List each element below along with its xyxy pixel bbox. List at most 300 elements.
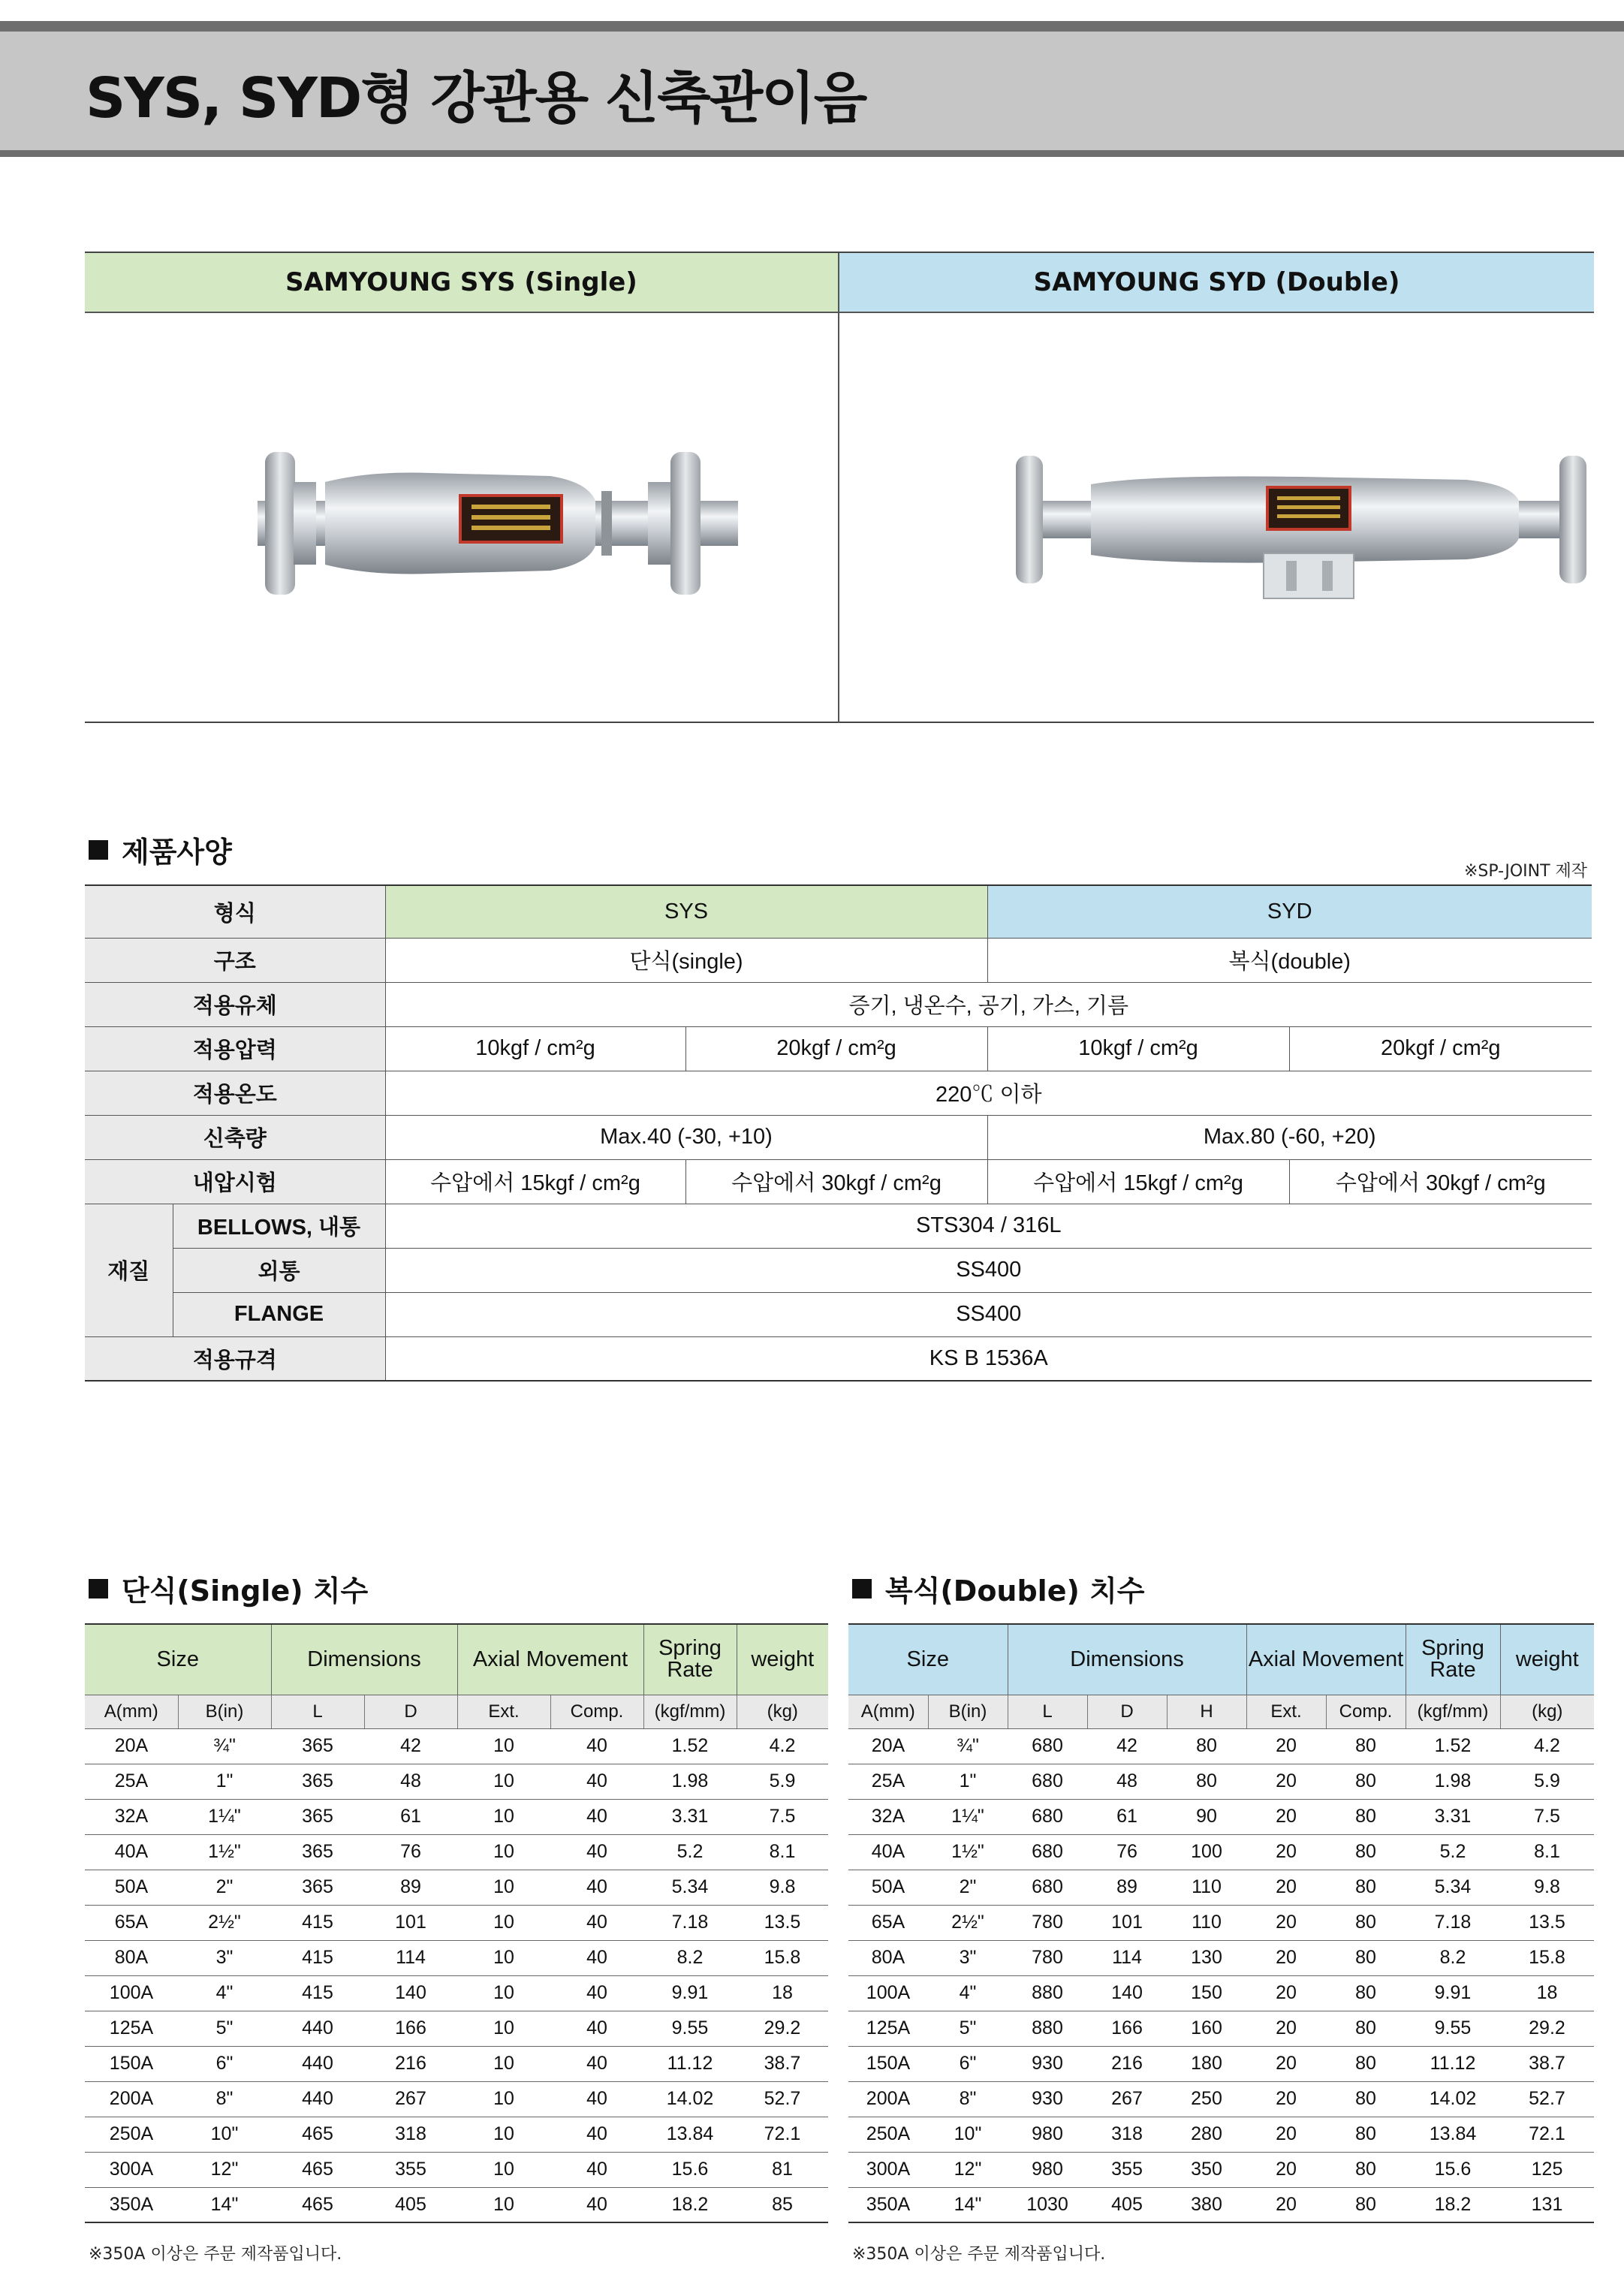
single-cell: 267 xyxy=(364,2081,457,2117)
single-table-row xyxy=(85,2152,828,2187)
single-cell: 10 xyxy=(457,1799,550,1834)
double-table-row xyxy=(848,1975,1594,2011)
single-table-row xyxy=(85,2046,828,2081)
spec-table xyxy=(85,884,1592,1382)
single-cell: 40 xyxy=(550,1799,643,1834)
double-sub-weight-unit: (kg) xyxy=(1500,1695,1594,1728)
double-cell: 1.98 xyxy=(1406,1764,1500,1799)
double-dims-body xyxy=(848,1728,1594,2222)
double-cell: 930 xyxy=(1008,2081,1087,2117)
spec-label-fluid: 적용유체 xyxy=(85,982,385,1026)
double-cell: 980 xyxy=(1008,2117,1087,2152)
double-cell: 101 xyxy=(1087,1905,1167,1940)
double-header-size: Size xyxy=(848,1624,1008,1695)
double-table-row xyxy=(848,1870,1594,1905)
double-cell: 80 xyxy=(1326,1728,1406,1764)
single-cell: 150A xyxy=(85,2046,178,2081)
double-cell: 100A xyxy=(848,1975,928,2011)
single-cell: 14" xyxy=(178,2187,271,2222)
double-cell: 13.5 xyxy=(1500,1905,1594,1940)
spec-pressure-4: 20kgf / cm²g xyxy=(1289,1026,1592,1071)
double-cell: 50A xyxy=(848,1870,928,1905)
single-sub-d: D xyxy=(364,1695,457,1728)
single-cell: 365 xyxy=(271,1728,364,1764)
double-cell: 80 xyxy=(1326,1834,1406,1870)
single-cell: 81 xyxy=(737,2152,828,2187)
double-sub-spring-unit: (kgf/mm) xyxy=(1406,1695,1500,1728)
double-cell: 29.2 xyxy=(1500,2011,1594,2046)
single-cell: 100A xyxy=(85,1975,178,2011)
double-table-row xyxy=(848,1905,1594,1940)
double-cell: 40A xyxy=(848,1834,928,1870)
single-cell: 40 xyxy=(550,1975,643,2011)
double-subheader-row xyxy=(848,1695,1594,1728)
single-table-row xyxy=(85,2187,828,2222)
double-table-row xyxy=(848,2152,1594,2187)
double-sub-l: L xyxy=(1008,1695,1087,1728)
spec-row-movement xyxy=(85,1115,1592,1159)
single-table-row xyxy=(85,1799,828,1834)
double-sub-b: B(in) xyxy=(928,1695,1008,1728)
double-cell: 52.7 xyxy=(1500,2081,1594,2117)
spec-row-temperature xyxy=(85,1071,1592,1115)
single-cell: 10 xyxy=(457,1728,550,1764)
double-cell: 5.34 xyxy=(1406,1870,1500,1905)
single-cell: 9.8 xyxy=(737,1870,828,1905)
single-cell: 101 xyxy=(364,1905,457,1940)
double-cell: 80 xyxy=(1326,1940,1406,1975)
single-table-row xyxy=(85,1940,828,1975)
double-cell: 20 xyxy=(1246,1940,1326,1975)
single-dims-note: ※350A 이상은 주문 제작품입니다. xyxy=(89,2245,342,2264)
spec-label-test: 내압시험 xyxy=(85,1159,385,1204)
double-cell: 110 xyxy=(1167,1870,1246,1905)
single-cell: 405 xyxy=(364,2187,457,2222)
single-sub-b: B(in) xyxy=(178,1695,271,1728)
double-cell: 10" xyxy=(928,2117,1008,2152)
spec-structure-sys: 단식(single) xyxy=(385,938,987,982)
single-cell: 440 xyxy=(271,2081,364,2117)
spec-fluid-value: 증기, 냉온수, 공기, 가스, 기름 xyxy=(385,982,1592,1026)
single-cell: 40 xyxy=(550,2046,643,2081)
product-header-single: SAMYOUNG SYS (Single) xyxy=(85,253,838,313)
double-cell: 130 xyxy=(1167,1940,1246,1975)
double-cell: 42 xyxy=(1087,1728,1167,1764)
double-cell: 4" xyxy=(928,1975,1008,2011)
double-cell: 20 xyxy=(1246,1834,1326,1870)
single-cell: 465 xyxy=(271,2117,364,2152)
spec-type-syd: SYD xyxy=(987,885,1592,938)
single-cell: 20A xyxy=(85,1728,178,1764)
single-cell: 14.02 xyxy=(643,2081,737,2117)
double-table-row xyxy=(848,2117,1594,2152)
single-cell: 125A xyxy=(85,2011,178,2046)
double-cell: 20 xyxy=(1246,2081,1326,2117)
double-cell: 140 xyxy=(1087,1975,1167,2011)
double-cell: 300A xyxy=(848,2152,928,2187)
single-cell: 10 xyxy=(457,2011,550,2046)
double-cell: 680 xyxy=(1008,1728,1087,1764)
spec-label-movement: 신축량 xyxy=(85,1115,385,1159)
page-title: SYS, SYD형 강관용 신축관이음 xyxy=(86,66,866,131)
single-cell: 18 xyxy=(737,1975,828,2011)
double-cell: 9.8 xyxy=(1500,1870,1594,1905)
double-cell: 680 xyxy=(1008,1870,1087,1905)
double-cell: 12" xyxy=(928,2152,1008,2187)
double-cell: 267 xyxy=(1087,2081,1167,2117)
double-cell: 880 xyxy=(1008,1975,1087,2011)
single-cell: 365 xyxy=(271,1764,364,1799)
single-cell: 40 xyxy=(550,2081,643,2117)
single-table-row xyxy=(85,2011,828,2046)
spec-temperature-value: 220℃ 이하 xyxy=(385,1071,1592,1115)
single-cell: 1.98 xyxy=(643,1764,737,1799)
single-table-row xyxy=(85,2117,828,2152)
single-subheader-row xyxy=(85,1695,828,1728)
single-header-dimensions: Dimensions xyxy=(271,1624,457,1695)
spec-label-structure: 구조 xyxy=(85,938,385,982)
double-cell: 80 xyxy=(1326,2152,1406,2187)
single-cell: 355 xyxy=(364,2152,457,2187)
double-cell: 80 xyxy=(1326,1870,1406,1905)
double-cell: 1½" xyxy=(928,1834,1008,1870)
spec-structure-syd: 복식(double) xyxy=(987,938,1592,982)
double-cell: 20 xyxy=(1246,2187,1326,2222)
double-cell: 9.55 xyxy=(1406,2011,1500,2046)
spec-pressure-2: 20kgf / cm²g xyxy=(685,1026,987,1071)
spec-test-2: 수압에서 30kgf / cm²g xyxy=(685,1159,987,1204)
double-cell: 350A xyxy=(848,2187,928,2222)
double-cell: 100 xyxy=(1167,1834,1246,1870)
double-cell: 8.2 xyxy=(1406,1940,1500,1975)
double-sub-d: D xyxy=(1087,1695,1167,1728)
spec-row-material-outer xyxy=(85,1248,1592,1292)
single-cell: 8" xyxy=(178,2081,271,2117)
spec-label-temperature: 적용온도 xyxy=(85,1071,385,1115)
single-cell: 50A xyxy=(85,1870,178,1905)
double-cell: 1030 xyxy=(1008,2187,1087,2222)
double-table-row xyxy=(848,2187,1594,2222)
single-cell: 10 xyxy=(457,1870,550,1905)
spec-pressure-3: 10kgf / cm²g xyxy=(987,1026,1289,1071)
single-cell: 5.9 xyxy=(737,1764,828,1799)
double-cell: 680 xyxy=(1008,1799,1087,1834)
double-cell: 4.2 xyxy=(1500,1728,1594,1764)
spec-label-outer: 외통 xyxy=(173,1248,385,1292)
double-cell: 80 xyxy=(1326,1975,1406,2011)
single-cell: 29.2 xyxy=(737,2011,828,2046)
double-cell: 80 xyxy=(1167,1728,1246,1764)
double-cell: 114 xyxy=(1087,1940,1167,1975)
double-sub-h: H xyxy=(1167,1695,1246,1728)
double-cell: 930 xyxy=(1008,2046,1087,2081)
single-sub-weight-unit: (kg) xyxy=(737,1695,828,1728)
spec-row-pressure xyxy=(85,1026,1592,1071)
double-cell: 80 xyxy=(1326,2081,1406,2117)
double-cell: 20 xyxy=(1246,2011,1326,2046)
single-cell: 10 xyxy=(457,1834,550,1870)
single-cell: 365 xyxy=(271,1834,364,1870)
spec-test-3: 수압에서 15kgf / cm²g xyxy=(987,1159,1289,1204)
syd-double-joint-image xyxy=(1001,441,1601,606)
double-cell: 89 xyxy=(1087,1870,1167,1905)
sys-single-joint-image xyxy=(235,437,776,610)
single-cell: 8.1 xyxy=(737,1834,828,1870)
single-cell: 216 xyxy=(364,2046,457,2081)
single-cell: 89 xyxy=(364,1870,457,1905)
spec-row-fluid xyxy=(85,982,1592,1026)
product-divider xyxy=(838,253,839,723)
double-cell: 380 xyxy=(1167,2187,1246,2222)
single-cell: 12" xyxy=(178,2152,271,2187)
spec-row-structure xyxy=(85,938,1592,982)
double-cell: 250 xyxy=(1167,2081,1246,2117)
double-cell: 65A xyxy=(848,1905,928,1940)
double-table-row xyxy=(848,1799,1594,1834)
single-cell: 6" xyxy=(178,2046,271,2081)
single-cell: 166 xyxy=(364,2011,457,2046)
single-cell: 415 xyxy=(271,1940,364,1975)
single-header-row xyxy=(85,1624,828,1695)
double-cell: 3.31 xyxy=(1406,1799,1500,1834)
double-table-row xyxy=(848,1940,1594,1975)
single-cell: 250A xyxy=(85,2117,178,2152)
single-cell: 7.5 xyxy=(737,1799,828,1834)
sp-joint-note: ※SP-JOINT 제작 xyxy=(1464,862,1588,881)
single-cell: 38.7 xyxy=(737,2046,828,2081)
single-cell: 300A xyxy=(85,2152,178,2187)
double-cell: 90 xyxy=(1167,1799,1246,1834)
single-cell: 415 xyxy=(271,1905,364,1940)
spec-movement-syd: Max.80 (-60, +20) xyxy=(987,1115,1592,1159)
double-cell: 216 xyxy=(1087,2046,1167,2081)
double-cell: 180 xyxy=(1167,2046,1246,2081)
single-cell: 15.6 xyxy=(643,2152,737,2187)
single-cell: 25A xyxy=(85,1764,178,1799)
double-cell: 200A xyxy=(848,2081,928,2117)
double-cell: 20 xyxy=(1246,2046,1326,2081)
double-cell: 20 xyxy=(1246,1728,1326,1764)
single-cell: 2½" xyxy=(178,1905,271,1940)
single-cell: 318 xyxy=(364,2117,457,2152)
single-cell: 4" xyxy=(178,1975,271,2011)
spec-row-test xyxy=(85,1159,1592,1204)
single-cell: 3" xyxy=(178,1940,271,1975)
double-table-row xyxy=(848,2046,1594,2081)
double-cell: 32A xyxy=(848,1799,928,1834)
single-cell: 65A xyxy=(85,1905,178,1940)
double-cell: 680 xyxy=(1008,1764,1087,1799)
double-cell: 7.5 xyxy=(1500,1799,1594,1834)
single-cell: 9.91 xyxy=(643,1975,737,2011)
double-table-row xyxy=(848,2011,1594,2046)
single-table-row xyxy=(85,1905,828,1940)
double-cell: 20 xyxy=(1246,1799,1326,1834)
single-cell: 114 xyxy=(364,1940,457,1975)
double-cell: 250A xyxy=(848,2117,928,2152)
spec-row-standard xyxy=(85,1336,1592,1381)
double-cell: 5.9 xyxy=(1500,1764,1594,1799)
spec-test-4: 수압에서 30kgf / cm²g xyxy=(1289,1159,1592,1204)
spec-label-standard: 적용규격 xyxy=(85,1336,385,1381)
double-cell: 8.1 xyxy=(1500,1834,1594,1870)
single-cell: 9.55 xyxy=(643,2011,737,2046)
double-sub-ext: Ext. xyxy=(1246,1695,1326,1728)
single-cell: 10 xyxy=(457,2187,550,2222)
single-cell: 10 xyxy=(457,2117,550,2152)
spec-outer-value: SS400 xyxy=(385,1248,1592,1292)
spec-row-material-flange xyxy=(85,1292,1592,1336)
double-sub-comp: Comp. xyxy=(1326,1695,1406,1728)
double-cell: 80 xyxy=(1326,1905,1406,1940)
double-header-spring: Spring Rate xyxy=(1406,1624,1500,1695)
spec-label-bellows: BELLOWS, 내통 xyxy=(173,1204,385,1248)
double-cell: 14" xyxy=(928,2187,1008,2222)
single-cell: 15.8 xyxy=(737,1940,828,1975)
single-cell: 13.84 xyxy=(643,2117,737,2152)
double-cell: 15.6 xyxy=(1406,2152,1500,2187)
spec-standard-value: KS B 1536A xyxy=(385,1336,1592,1381)
single-cell: 40 xyxy=(550,1764,643,1799)
spec-movement-sys: Max.40 (-30, +10) xyxy=(385,1115,987,1159)
double-cell: 80 xyxy=(1326,2117,1406,2152)
single-table-row xyxy=(85,1870,828,1905)
double-cell: 1.52 xyxy=(1406,1728,1500,1764)
square-bullet-icon xyxy=(852,1579,872,1598)
double-cell: 80A xyxy=(848,1940,928,1975)
double-table-row xyxy=(848,1728,1594,1764)
single-dims-body xyxy=(85,1728,828,2222)
spec-section-title xyxy=(89,829,232,870)
top-rule xyxy=(0,21,1624,32)
spec-label-type: 형식 xyxy=(85,885,385,938)
double-cell: 280 xyxy=(1167,2117,1246,2152)
single-sub-l: L xyxy=(271,1695,364,1728)
single-cell: 10 xyxy=(457,2046,550,2081)
spec-row-material-bellows xyxy=(85,1204,1592,1248)
double-cell: 7.18 xyxy=(1406,1905,1500,1940)
single-cell: 40 xyxy=(550,2187,643,2222)
double-cell: 1¼" xyxy=(928,1799,1008,1834)
double-cell: 76 xyxy=(1087,1834,1167,1870)
double-cell: 166 xyxy=(1087,2011,1167,2046)
double-cell: 80 xyxy=(1326,2046,1406,2081)
single-cell: 18.2 xyxy=(643,2187,737,2222)
double-cell: 20 xyxy=(1246,1905,1326,1940)
single-cell: 8.2 xyxy=(643,1940,737,1975)
single-cell: 1½" xyxy=(178,1834,271,1870)
double-dims-table xyxy=(848,1623,1594,2223)
single-header-axial: Axial Movement xyxy=(457,1624,643,1695)
double-cell: 680 xyxy=(1008,1834,1087,1870)
spec-bellows-value: STS304 / 316L xyxy=(385,1204,1592,1248)
double-table-row xyxy=(848,1764,1594,1799)
double-cell: 80 xyxy=(1326,2187,1406,2222)
double-cell: 6" xyxy=(928,2046,1008,2081)
double-cell: 15.8 xyxy=(1500,1940,1594,1975)
single-cell: 1.52 xyxy=(643,1728,737,1764)
single-cell: 3.31 xyxy=(643,1799,737,1834)
double-header-row xyxy=(848,1624,1594,1695)
double-cell: 13.84 xyxy=(1406,2117,1500,2152)
single-cell: 10" xyxy=(178,2117,271,2152)
product-image-panel xyxy=(85,252,1594,723)
single-dims-title xyxy=(89,1568,368,1609)
double-cell: 20 xyxy=(1246,2152,1326,2187)
double-cell: 25A xyxy=(848,1764,928,1799)
double-cell: ¾" xyxy=(928,1728,1008,1764)
single-sub-spring-unit: (kgf/mm) xyxy=(643,1695,737,1728)
single-cell: 42 xyxy=(364,1728,457,1764)
single-cell: 52.7 xyxy=(737,2081,828,2117)
spec-type-sys: SYS xyxy=(385,885,987,938)
single-cell: 40A xyxy=(85,1834,178,1870)
single-table-row xyxy=(85,2081,828,2117)
double-header-axial: Axial Movement xyxy=(1246,1624,1406,1695)
single-table-row xyxy=(85,1975,828,2011)
double-dims-note: ※350A 이상은 주문 제작품입니다. xyxy=(852,2245,1106,2264)
single-cell: 4.2 xyxy=(737,1728,828,1764)
double-cell: 20 xyxy=(1246,1975,1326,2011)
single-cell: 85 xyxy=(737,2187,828,2222)
double-table-row xyxy=(848,2081,1594,2117)
single-cell: 7.18 xyxy=(643,1905,737,1940)
single-cell: 5" xyxy=(178,2011,271,2046)
double-cell: 48 xyxy=(1087,1764,1167,1799)
single-cell: 5.34 xyxy=(643,1870,737,1905)
double-cell: 20A xyxy=(848,1728,928,1764)
single-cell: 465 xyxy=(271,2187,364,2222)
double-dims-label: 복식(Double) 치수 xyxy=(885,1574,1145,1608)
single-dims-label: 단식(Single) 치수 xyxy=(122,1574,369,1608)
double-cell: 80 xyxy=(1326,2011,1406,2046)
double-cell: 8" xyxy=(928,2081,1008,2117)
single-cell: 365 xyxy=(271,1799,364,1834)
double-cell: 2½" xyxy=(928,1905,1008,1940)
single-cell: 10 xyxy=(457,2081,550,2117)
single-cell: 10 xyxy=(457,1940,550,1975)
double-cell: 2" xyxy=(928,1870,1008,1905)
double-table-row xyxy=(848,1834,1594,1870)
single-cell: 2" xyxy=(178,1870,271,1905)
double-cell: 318 xyxy=(1087,2117,1167,2152)
double-cell: 80 xyxy=(1326,1764,1406,1799)
double-header-dimensions: Dimensions xyxy=(1008,1624,1246,1695)
single-cell: ¾" xyxy=(178,1728,271,1764)
double-cell: 125A xyxy=(848,2011,928,2046)
single-cell: 40 xyxy=(550,1834,643,1870)
double-cell: 5.2 xyxy=(1406,1834,1500,1870)
single-cell: 415 xyxy=(271,1975,364,2011)
single-cell: 61 xyxy=(364,1799,457,1834)
spec-flange-value: SS400 xyxy=(385,1292,1592,1336)
single-cell: 440 xyxy=(271,2011,364,2046)
double-sub-a: A(mm) xyxy=(848,1695,928,1728)
single-cell: 10 xyxy=(457,1975,550,2011)
spec-label-material: 재질 xyxy=(85,1204,173,1336)
spec-label-flange: FLANGE xyxy=(173,1292,385,1336)
single-sub-a: A(mm) xyxy=(85,1695,178,1728)
single-dims-table xyxy=(85,1623,828,2223)
double-cell: 110 xyxy=(1167,1905,1246,1940)
single-cell: 1" xyxy=(178,1764,271,1799)
double-cell: 72.1 xyxy=(1500,2117,1594,2152)
single-cell: 10 xyxy=(457,2152,550,2187)
single-cell: 10 xyxy=(457,1905,550,1940)
double-cell: 355 xyxy=(1087,2152,1167,2187)
single-header-spring: Spring Rate xyxy=(643,1624,737,1695)
single-cell: 11.12 xyxy=(643,2046,737,2081)
